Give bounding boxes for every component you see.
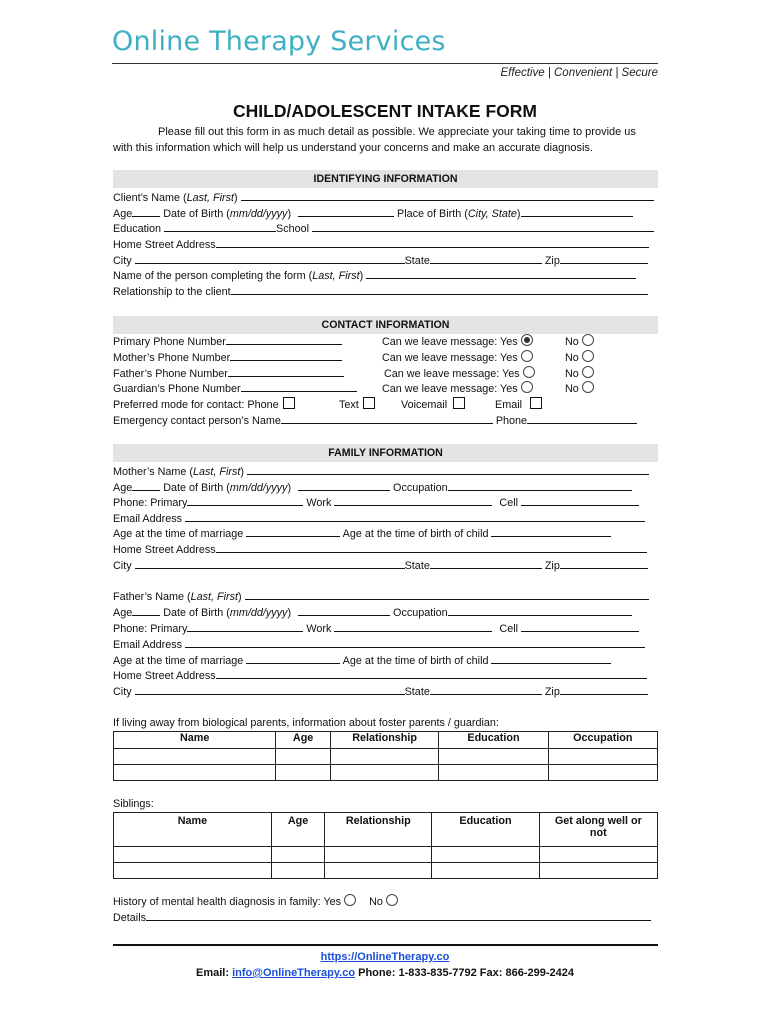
details-row: Details [113, 910, 651, 925]
mother-age-row: Age Date of Birth (mm/dd/yyyy) Occupation [113, 480, 632, 495]
table-row [114, 765, 658, 781]
preferred-phone-checkbox[interactable] [283, 397, 295, 409]
history-yes-radio[interactable] [344, 894, 356, 906]
footer-divider [113, 944, 658, 946]
siblings-header-row [114, 813, 658, 847]
guardian-phone-field[interactable] [241, 381, 357, 392]
no-mother: No [565, 350, 594, 365]
father-state-field[interactable] [430, 684, 542, 695]
zip-field[interactable] [560, 253, 648, 264]
leave-msg-mother-no-radio[interactable] [582, 350, 594, 362]
mother-phone-row2: Phone: Primary Work Cell [113, 495, 639, 510]
preferred-text: Text [339, 397, 375, 412]
leave-msg-primary-yes-radio[interactable] [521, 334, 533, 346]
leave-msg-father-yes-radio[interactable] [523, 366, 535, 378]
intro-text: Please fill out this form in as much detail as possible. We appreciate your taking time to provide us with this information which will help us understand your concerns and make an accurate diagnosis. [113, 126, 636, 154]
table-cell[interactable] [539, 847, 657, 863]
section-family: FAMILY INFORMATION [113, 444, 658, 462]
preferred-text-checkbox[interactable] [363, 397, 375, 409]
preferred-voicemail-checkbox[interactable] [453, 397, 465, 409]
mother-age-field[interactable] [132, 480, 160, 491]
brand-logo-text: Online Therapy Services [112, 26, 446, 57]
father-city-row: City State Zip [113, 684, 648, 699]
siblings-table [113, 812, 658, 879]
siblings-col-age: Age [271, 813, 324, 847]
mother-email-row: Email Address [113, 511, 645, 526]
father-age-row: Age Date of Birth (mm/dd/yyyy) Occupation [113, 605, 632, 620]
home-street-field[interactable] [216, 237, 649, 248]
leave-msg-primary: Can we leave message: Yes [382, 334, 533, 349]
father-age-birth-field[interactable] [491, 653, 611, 664]
no-primary: No [565, 334, 594, 349]
age-dob-row: Age Date of Birth (mm/dd/yyyy) Place of Birth (City, State) [113, 206, 633, 221]
emergency-row: Emergency contact person’s Name Phone [113, 413, 637, 428]
father-phone-row: Father’s Phone Number [113, 366, 344, 381]
foster-col-age: Age [276, 732, 331, 749]
table-cell[interactable] [114, 749, 276, 765]
tagline: Effective | Convenient | Secure [500, 67, 658, 79]
mother-phone-field[interactable] [230, 350, 342, 361]
relationship-field[interactable] [231, 284, 648, 295]
foster-col-name: Name [114, 732, 276, 749]
siblings-caption: Siblings: [113, 798, 154, 810]
table-cell[interactable] [114, 765, 276, 781]
father-age-field[interactable] [132, 605, 160, 616]
siblings-col-education: Education [432, 813, 539, 847]
state-field[interactable] [430, 253, 542, 264]
table-cell[interactable] [276, 765, 331, 781]
siblings-col-name: Name [114, 813, 272, 847]
table-cell[interactable] [330, 749, 438, 765]
table-cell[interactable] [439, 749, 548, 765]
father-cell-field[interactable] [521, 621, 639, 632]
no-guardian: No [565, 381, 594, 396]
mother-name-row: Mother’s Name (Last, First) [113, 464, 649, 479]
father-phone-row: Phone: Primary Work Cell [113, 621, 639, 636]
foster-col-occupation: Occupation [548, 732, 657, 749]
table-cell[interactable] [114, 863, 272, 879]
mother-city-field[interactable] [135, 558, 405, 569]
leave-msg-father: Can we leave message: Yes [384, 366, 535, 381]
table-cell[interactable] [539, 863, 657, 879]
table-row [114, 847, 658, 863]
mother-phone-row: Mother’s Phone Number [113, 350, 342, 365]
father-dob-field[interactable] [298, 605, 390, 616]
mother-name-field[interactable] [247, 464, 649, 475]
dob-field[interactable] [298, 206, 394, 217]
footer-email-link[interactable]: info@OnlineTherapy.co [232, 967, 356, 979]
table-cell[interactable] [325, 847, 432, 863]
table-cell[interactable] [330, 765, 438, 781]
leave-msg-mother-yes-radio[interactable] [521, 350, 533, 362]
mother-home-field[interactable] [216, 542, 647, 553]
primary-phone-field[interactable] [226, 334, 342, 345]
father-name-field[interactable] [245, 589, 649, 600]
preferred-email-checkbox[interactable] [530, 397, 542, 409]
mother-primary-phone-field[interactable] [187, 495, 303, 506]
leave-msg-primary-no-radio[interactable] [582, 334, 594, 346]
mother-occupation-field[interactable] [448, 480, 632, 491]
person-completing-field[interactable] [366, 268, 636, 279]
person-completing-row: Name of the person completing the form (Last, First) [113, 268, 636, 283]
mother-age-birth-field[interactable] [491, 526, 611, 537]
father-phone-field[interactable] [228, 366, 344, 377]
foster-table [113, 731, 658, 781]
father-name-row: Father’s Name (Last, First) [113, 589, 649, 604]
mother-age-marriage-field[interactable] [246, 526, 340, 537]
leave-msg-guardian: Can we leave message: Yes [382, 381, 533, 396]
preferred-email: Email [495, 397, 542, 412]
table-cell[interactable] [276, 749, 331, 765]
father-marriage-row: Age at the time of marriage Age at the time of birth of child [113, 653, 611, 668]
mother-city-row: City State Zip [113, 558, 648, 573]
father-home-field[interactable] [216, 668, 647, 679]
section-contact: CONTACT INFORMATION [113, 316, 658, 334]
education-field[interactable] [164, 221, 276, 232]
siblings-col-get-along: Get along well or not [539, 813, 657, 847]
details-field[interactable] [146, 910, 651, 921]
table-cell[interactable] [271, 863, 324, 879]
footer-contact: Email: info@OnlineTherapy.co Phone: 1-833-835-7792 Fax: 866-299-2424 [196, 967, 574, 979]
mother-dob-field[interactable] [298, 480, 390, 491]
mother-marriage-row: Age at the time of marriage Age at the time of birth of child [113, 526, 611, 541]
table-cell[interactable] [114, 847, 272, 863]
education-row: Education School [113, 221, 654, 236]
mother-work-phone-field[interactable] [334, 495, 492, 506]
father-zip-field[interactable] [560, 684, 648, 695]
emergency-phone-field[interactable] [527, 413, 637, 424]
mother-email-field[interactable] [185, 511, 645, 522]
guardian-phone-row: Guardian’s Phone Number [113, 381, 357, 396]
leave-msg-father-no-radio[interactable] [582, 366, 594, 378]
table-cell[interactable] [271, 847, 324, 863]
preferred-contact-row: Preferred mode for contact: Phone [113, 397, 295, 412]
table-row [114, 749, 658, 765]
foster-header-row [114, 732, 658, 749]
mother-home-row: Home Street Address [113, 542, 647, 557]
father-city-field[interactable] [135, 684, 405, 695]
siblings-col-relationship: Relationship [325, 813, 432, 847]
mother-state-field[interactable] [430, 558, 542, 569]
footer-website-link[interactable]: https://OnlineTherapy.co [320, 951, 450, 963]
foster-col-education: Education [439, 732, 548, 749]
father-email-field[interactable] [185, 637, 645, 648]
leave-msg-guardian-no-radio[interactable] [582, 381, 594, 393]
table-cell[interactable] [439, 765, 548, 781]
place-of-birth-field[interactable] [521, 206, 633, 217]
form-title: CHILD/ADOLESCENT INTAKE FORM [233, 101, 537, 121]
school-field[interactable] [312, 221, 654, 232]
table-cell[interactable] [548, 765, 657, 781]
table-cell[interactable] [432, 847, 539, 863]
mother-zip-field[interactable] [560, 558, 648, 569]
table-cell[interactable] [325, 863, 432, 879]
father-email-row: Email Address [113, 637, 645, 652]
father-primary-phone-field[interactable] [187, 621, 303, 632]
city-field[interactable] [135, 253, 405, 264]
father-occupation-field[interactable] [448, 605, 632, 616]
history-no-radio[interactable] [386, 894, 398, 906]
relationship-row: Relationship to the client [113, 284, 648, 299]
client-name-field[interactable] [241, 190, 654, 201]
foster-col-relationship: Relationship [330, 732, 438, 749]
age-field[interactable] [132, 206, 160, 217]
foster-caption: If living away from biological parents, information about foster parents / guardian: [113, 717, 499, 729]
father-home-row: Home Street Address [113, 668, 647, 683]
father-age-marriage-field[interactable] [246, 653, 340, 664]
home-street-row: Home Street Address [113, 237, 649, 252]
leave-msg-mother: Can we leave message: Yes [382, 350, 533, 365]
leave-msg-guardian-yes-radio[interactable] [521, 381, 533, 393]
client-name-row: Client’s Name (Last, First) [113, 190, 654, 205]
preferred-voicemail: Voicemail [401, 397, 465, 412]
table-cell[interactable] [432, 863, 539, 879]
table-cell[interactable] [548, 749, 657, 765]
emergency-name-field[interactable] [281, 413, 493, 424]
primary-phone-row: Primary Phone Number [113, 334, 342, 349]
mother-cell-field[interactable] [521, 495, 639, 506]
history-row: History of mental health diagnosis in family: Yes No [113, 894, 398, 909]
father-work-phone-field[interactable] [334, 621, 492, 632]
intro-paragraph [113, 124, 658, 156]
header-divider [112, 63, 658, 64]
no-father: No [565, 366, 594, 381]
section-identifying: IDENTIFYING INFORMATION [113, 170, 658, 188]
city-state-zip-row: City State Zip [113, 253, 648, 268]
table-row [114, 863, 658, 879]
